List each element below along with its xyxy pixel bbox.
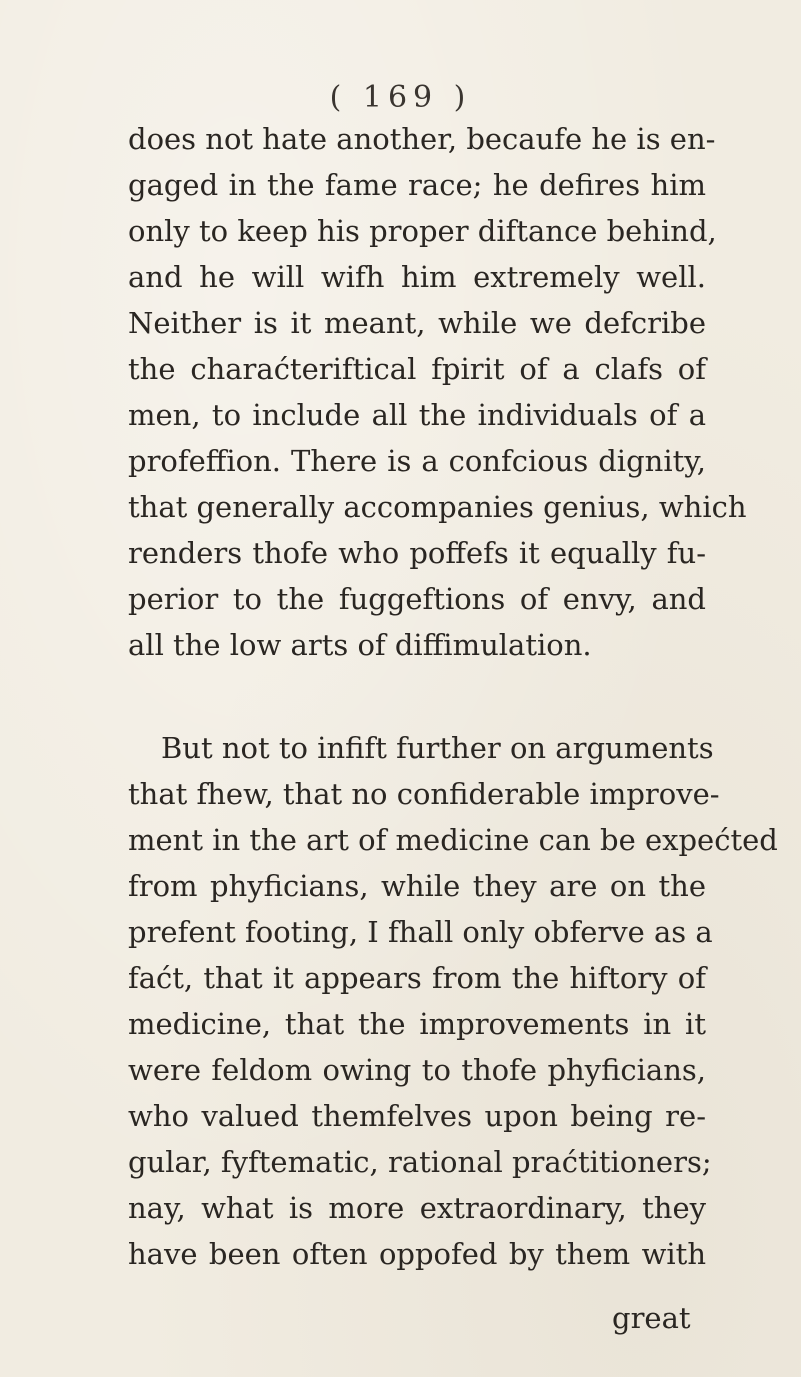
- text-line: perior to the fuggeftions of envy, and: [128, 582, 706, 616]
- text-line: nay, what is more extraordinary, they: [128, 1191, 706, 1225]
- catchword: great: [612, 1301, 691, 1335]
- text-line: who valued themfelves upon being re-: [128, 1099, 706, 1133]
- text-line: ment in the art of medicine can be expećted: [128, 823, 778, 857]
- text-line: and he will wifh him extremely well.: [128, 260, 706, 294]
- text-line: renders thofe who poffefs it equally fu-: [128, 536, 706, 570]
- text-line: that generally accompanies genius, which: [128, 490, 747, 524]
- text-line: does not hate another, becaufe he is en-: [128, 122, 716, 156]
- text-line: prefent footing, I fhall only obferve as a: [128, 915, 713, 949]
- text-line: only to keep his proper diftance behind,: [128, 214, 717, 248]
- text-line: Neither is it meant, while we defcribe: [128, 306, 706, 340]
- text-line: faćt, that it appears from the hiftory of: [128, 961, 706, 995]
- text-line: profeffion. There is a confcious dignity,: [128, 444, 706, 478]
- paragraph-2: [128, 725, 778, 1277]
- text-line: have been often oppofed by them with: [128, 1237, 706, 1271]
- text-line: But not to infift further on arguments: [161, 731, 714, 765]
- paragraph-gap: [128, 668, 706, 725]
- text-line: all the low arts of diffimulation.: [128, 628, 592, 662]
- text-line: gaged in the fame race; he defires him: [128, 168, 706, 202]
- text-line: medicine, that the improvements in it: [128, 1007, 706, 1041]
- text-line: the charaćteriftical fpirit of a clafs of: [128, 352, 706, 386]
- text-line: from phyficians, while they are on the: [128, 869, 706, 903]
- text-line: men, to include all the individuals of a: [128, 398, 706, 432]
- paragraph-1: [128, 116, 747, 668]
- text-line: were feldom owing to thofe phyficians,: [128, 1053, 706, 1087]
- body-text: [128, 116, 778, 1277]
- page-number: ( 169 ): [329, 80, 472, 115]
- text-line: gular, fyftematic, rational praćtitioners;: [128, 1145, 712, 1179]
- text-line: that fhew, that no confiderable improve-: [128, 777, 720, 811]
